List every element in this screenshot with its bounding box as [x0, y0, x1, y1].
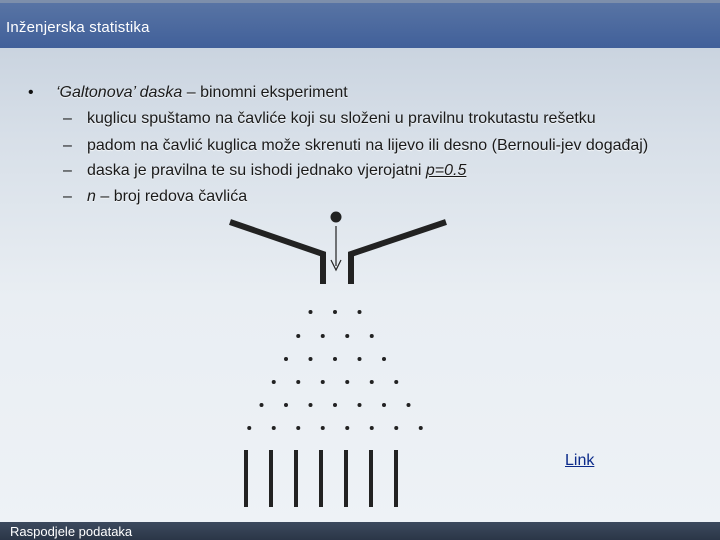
peg [394, 380, 398, 384]
peg [345, 426, 349, 430]
main-bullet-rest: – binomni eksperiment [182, 84, 348, 101]
peg [407, 403, 411, 407]
sub-item-4-text: – broj redova čavlića [95, 188, 248, 205]
peg [309, 403, 313, 407]
ball [331, 212, 341, 222]
dash-marker: – [63, 137, 72, 154]
link[interactable]: Link [565, 452, 595, 469]
peg [333, 310, 337, 314]
peg [358, 403, 362, 407]
peg [419, 426, 423, 430]
probability-formula: p=0.5 [425, 162, 467, 179]
peg [296, 334, 300, 338]
peg [333, 357, 337, 361]
peg [272, 380, 276, 384]
sub-item-2: padom na čavlić kuglica može skrenuti na lijevo ili desno (Bernouli-jev događaj) [87, 137, 649, 154]
peg [333, 403, 337, 407]
variable-n: n [87, 188, 96, 205]
sub-item-3-text: daska je pravilna te su ishodi jednako vjerojatni [87, 162, 426, 179]
peg [358, 310, 362, 314]
main-bullet-italic: ‘Galtonova’ daska [56, 84, 183, 101]
peg [296, 380, 300, 384]
funnel-right-wall [351, 222, 446, 284]
peg [284, 403, 288, 407]
dash-marker: – [63, 188, 72, 205]
sub-item-1: kuglicu spuštamo na čavliće koji su složeni u pravilnu trokutastu rešetku [87, 110, 596, 127]
peg [370, 334, 374, 338]
presentation-title: Inženjerska statistika [6, 19, 150, 36]
peg [394, 426, 398, 430]
peg [284, 357, 288, 361]
peg [321, 334, 325, 338]
peg [321, 426, 325, 430]
footer-title: Raspodjele podataka [10, 524, 133, 539]
peg [309, 310, 313, 314]
bullet-marker: • [28, 84, 34, 101]
peg [382, 403, 386, 407]
peg [296, 426, 300, 430]
peg [358, 357, 362, 361]
peg [321, 380, 325, 384]
peg [370, 426, 374, 430]
peg [309, 357, 313, 361]
peg [260, 403, 264, 407]
dash-marker: – [63, 162, 72, 179]
funnel-left-wall [230, 222, 323, 284]
peg [345, 334, 349, 338]
peg [345, 380, 349, 384]
peg [247, 426, 251, 430]
peg [370, 380, 374, 384]
peg [382, 357, 386, 361]
peg [272, 426, 276, 430]
dash-marker: – [63, 110, 72, 127]
